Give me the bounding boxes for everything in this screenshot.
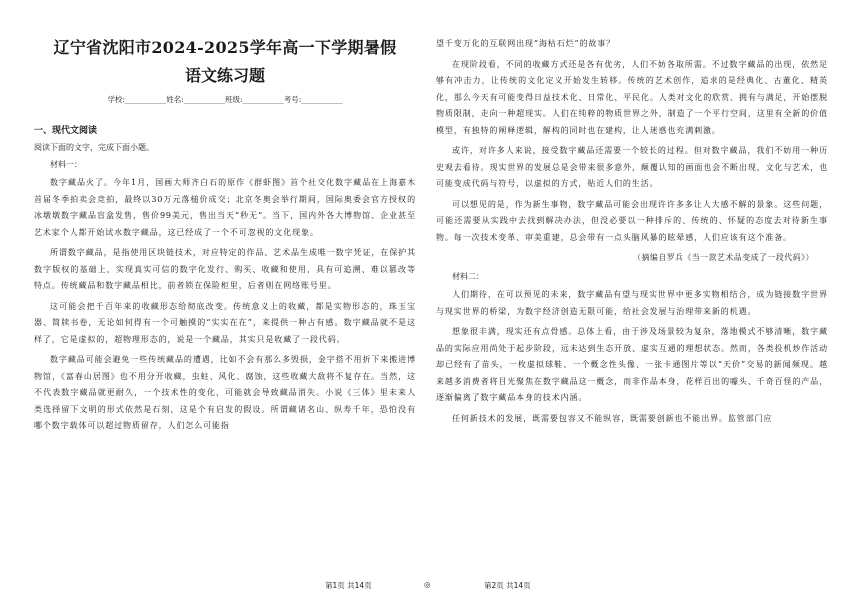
paragraph: 在现阶段看，不同的收藏方式还是各有优劣，人们不妨各取所需。不过数字藏品的出现，依然足够有冲击力，让传统的文化定义开始发生转移。传统的艺术创作，追求的是经典化、古董化、精英化，那么今天有可能变得日益技术化、日常化、平民化。人类对文化的欣赏、拥有与满足，开始摆脱物质限制，走向一种超现实。人们在纯粹的物质世界之外，制造了一个平行空间，这里有全新的价值模型，有独特的阐释逻辑，解构的同时也在建构，让人迷惑也充满刺激。 bbox=[436, 59, 828, 135]
source-attribution: （摘编自罗兵《当一款艺术品变成了一段代码》） bbox=[633, 253, 814, 262]
page-2 bbox=[430, 0, 860, 607]
student-info-line: 学校:___________姓名:___________班级:___________考号:___________ bbox=[107, 95, 343, 104]
material-1-label: 材料一： bbox=[50, 160, 82, 169]
paragraph: 望千变万化的互联网出现“海枯石烂”的故事？ bbox=[436, 39, 616, 48]
section-heading: 一、现代文阅读 bbox=[34, 126, 98, 136]
footer-divider-icon: ◎ bbox=[424, 580, 431, 589]
paragraph: 所谓数字藏品，是指使用区块链技术，对应特定的作品、艺术品生成唯一数字凭证，在保护其数字版权的基础上，实现真实可信的数字化发行、购买、收藏和使用，具有可追溯、难以篡改等特点。传统藏品和数字藏品相比，前者锁在保险柜里，后者则在网络账号里。 bbox=[34, 248, 416, 290]
page-2-content bbox=[436, 36, 828, 427]
paragraph: 可以想见的是，作为新生事物，数字藏品可能会出现许许多多让人大感不解的景象。这些问题，可能还需要从实践中去找到解决办法，但没必要以一种排斥的、传统的、怀疑的态度去对待新生事物。每一次技术变革、审美重建，总会带有一点头脑风暴的眩晕感，人们应该有这个准备。 bbox=[436, 199, 828, 242]
page-1-footer: 第1页 共14页 bbox=[325, 581, 372, 590]
document-title: 辽宁省沈阳市2024-2025学年高一下学期暑假 bbox=[53, 38, 397, 57]
paragraph: 数字藏品可能会避免一些传统藏品的遭遇，比如不会有那么多毁损，金字搭不用折下来搬进博物馆，《富春山居图》也不用分开收藏，虫蛀、风化、腐蚀，这些收藏大敌将不复存在。当然，这不代表数字藏品就更耐久，一个技术性的变化，可能就会导致藏品消失。小说《三体》里未来人类选择留下文明的形式依然是石刻，这是个有启发的假设。所谓藏诸名山、纵寿千年，恐怕没有哪个数字载体可以超过物质留存，人们怎么可能指 bbox=[34, 355, 416, 430]
paragraph: 人们期待，在可以预见的未来，数字藏品有望与现实世界中更多实物相结合，成为链接数字世界与现实世界的桥梁，为数字经济创造无限可能，给社会发展与治理带来新的机遇。 bbox=[436, 290, 828, 316]
material-2-label: 材料二： bbox=[452, 272, 484, 281]
paragraph: 或许，对许多人来说，接受数字藏品还需要一个较长的过程。但对数字藏品，我们不妨用一种历史观去看待。现实世界的发展总是会带来很多意外，颠覆认知的画面也会不断出现，文化与艺术，也可能变成代码与符号，以虚拟的方式，贴近人们的生活。 bbox=[436, 146, 828, 188]
paragraph: 这可能会把千百年来的收藏形态给彻底改变。传统意义上的收藏，都是实物形态的，珠玉宝器、简牍书卷，无论如何得有一个可触摸的“实实在在”，来提供一种占有感。数字藏品就不是这样了，它是虚拟的，超物理形态的，说是一个藏品，其实只是收藏了一段代码。 bbox=[34, 301, 416, 344]
paragraph: 数字藏品火了。今年1月，国画大师齐白石的原作《群虾图》首个社交化数字藏品在上海嘉木首届冬季拍卖会竞拍，最终以30万元落槌价成交；北京冬奥会举行期间，国际奥委会官方授权的冰墩墩数字藏品盲盒发售，售价99美元，售出当天“秒无”。当下，国内外各大博物馆、企业甚至艺术家个人都开始试水数字藏品，这已经成了一个不可忽视的文化现象。 bbox=[34, 178, 416, 237]
page-2-footer: 第2页 共14页 bbox=[484, 581, 531, 590]
document-subtitle: 语文练习题 bbox=[184, 66, 265, 85]
section-instruction: 阅读下面的文字，完成下面小题。 bbox=[34, 143, 154, 152]
paragraph: 任何新技术的发展，既需要包容又不能纵容，既需要创新也不能出界。监管部门应 bbox=[452, 413, 773, 423]
paragraph: 想象很丰满，现实还有点骨感。总体上看，由于涉及场景较为复杂，落地模式不够清晰，数字藏品的实际应用尚处于起步阶段，远未达到生态开放、虚实互通的理想状态。然而，各类投机炒作活动却已经有了苗头，一枚虚拟球鞋、一个概念性头像、一张卡通图片等以“天价”交易的新闻频现。越来越多消费者将目光聚焦在数字藏品这一概念，而非作品本身，花样百出的噱头、千奇百怪的产品，逐渐偏离了数字藏品本身的技术内涵。 bbox=[436, 327, 828, 402]
page-1-content bbox=[34, 36, 416, 435]
